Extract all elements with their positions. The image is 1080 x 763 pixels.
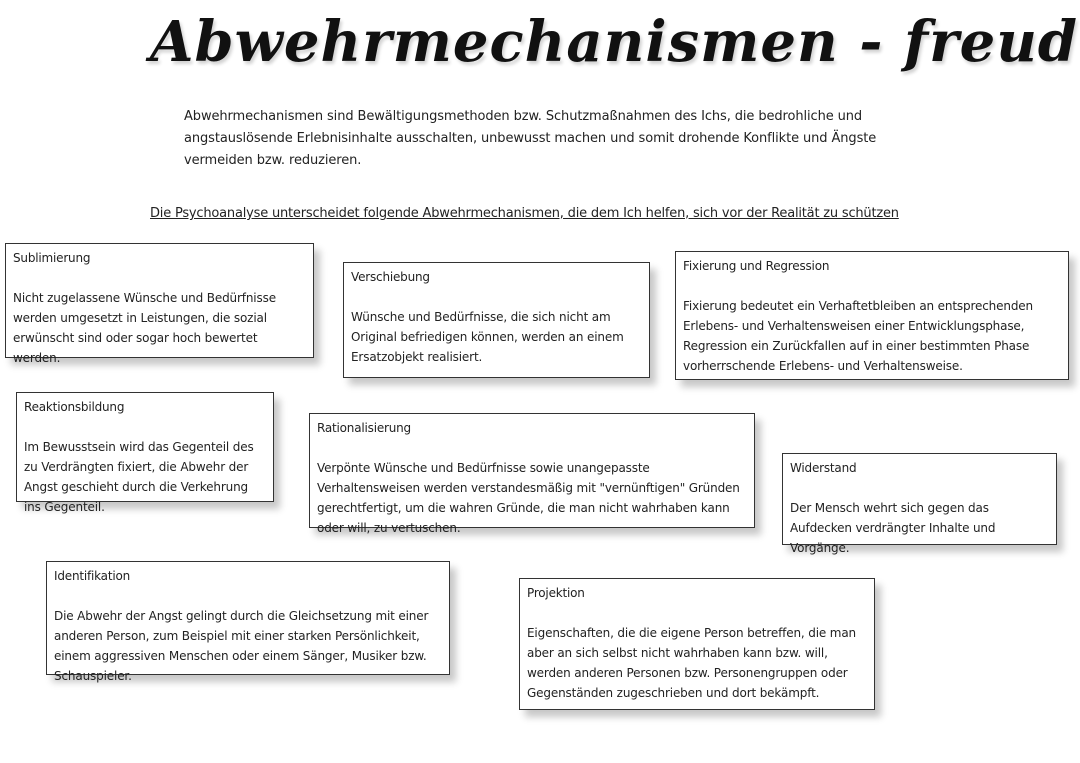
card-text: Die Abwehr der Angst gelingt durch die Gleichsetzung mit einer anderen Person, zum Beispiel mit einer starken Persönlichkeit, einem aggressiven Menschen oder einem Sänger, Musiker bzw. Schauspieler. — [54, 609, 429, 683]
card-text: Im Bewusstsein wird das Gegenteil des zu Verdrängten fixiert, die Abwehr der Angst geschieht durch die Verkehrung ins Gegenteil. — [24, 440, 254, 514]
intro-text: Abwehrmechanismen sind Bewältigungsmethoden bzw. Schutzmaßnahmen des Ichs, die bedrohliche und angstauslösende Erlebnisinhalte ausschalten, unbewusst machen und somit drohende Konflikte und Ängste vermeiden bzw. reduzieren. — [184, 109, 877, 168]
card-projektion — [519, 578, 875, 710]
card-verschiebung — [343, 262, 650, 378]
card-reaktionsbildung — [16, 392, 274, 514]
card-text: Wünsche und Bedürfnisse, die sich nicht am Original befriedigen können, werden an einem Ersatzobjekt realisiert. — [351, 310, 624, 364]
card-title: Identifikation — [54, 569, 131, 583]
card-text: Fixierung bedeutet ein Verhaftetbleiben an entsprechenden Erlebens- und Verhaltensweisen einer Entwicklungsphase, Regression ein Zurückfallen auf in einer bestimmten Phase vorherrschende Erlebens- und Verhaltensweise. — [683, 299, 1033, 373]
page-title: Abwehrmechanismen - freud — [150, 9, 1079, 75]
card-title: Sublimierung — [13, 251, 91, 265]
card-widerstand — [782, 453, 1057, 555]
card-text: Der Mensch wehrt sich gegen das Aufdecken verdrängter Inhalte und Vorgänge. — [790, 501, 996, 555]
card-title: Fixierung und Regression — [683, 259, 830, 273]
card-rationalisierung — [309, 413, 755, 535]
card-title: Projektion — [527, 586, 585, 600]
card-identifikation — [46, 561, 450, 683]
card-text: Verpönte Wünsche und Bedürfnisse sowie unangepasste Verhaltensweisen werden verstandesmäßig mit "vernünftigen" Gründen gerechtfertigt, um die wahren Gründe, die man nicht wahrhaben kann oder will, zu vertuschen. — [317, 461, 740, 535]
card-text: Eigenschaften, die die eigene Person betreffen, die man aber an sich selbst nicht wahrhaben kann bzw. will, werden anderen Personen bzw. Personengruppen oder Gegenständen zugeschrieben und dort bekämpft. — [527, 626, 856, 700]
card-text: Nicht zugelassene Wünsche und Bedürfnisse werden umgesetzt in Leistungen, die sozial erwünscht sind oder sogar hoch bewertet werden. — [13, 291, 276, 365]
subheading: Die Psychoanalyse unterscheidet folgende Abwehrmechanismen, die dem Ich helfen, sich vor der Realität zu schützen — [150, 206, 899, 221]
card-title: Verschiebung — [351, 270, 430, 284]
card-title: Reaktionsbildung — [24, 400, 125, 414]
card-title: Rationalisierung — [317, 421, 411, 435]
card-sublimierung — [5, 243, 314, 365]
card-fixierung-regression — [675, 251, 1069, 380]
card-title: Widerstand — [790, 461, 857, 475]
